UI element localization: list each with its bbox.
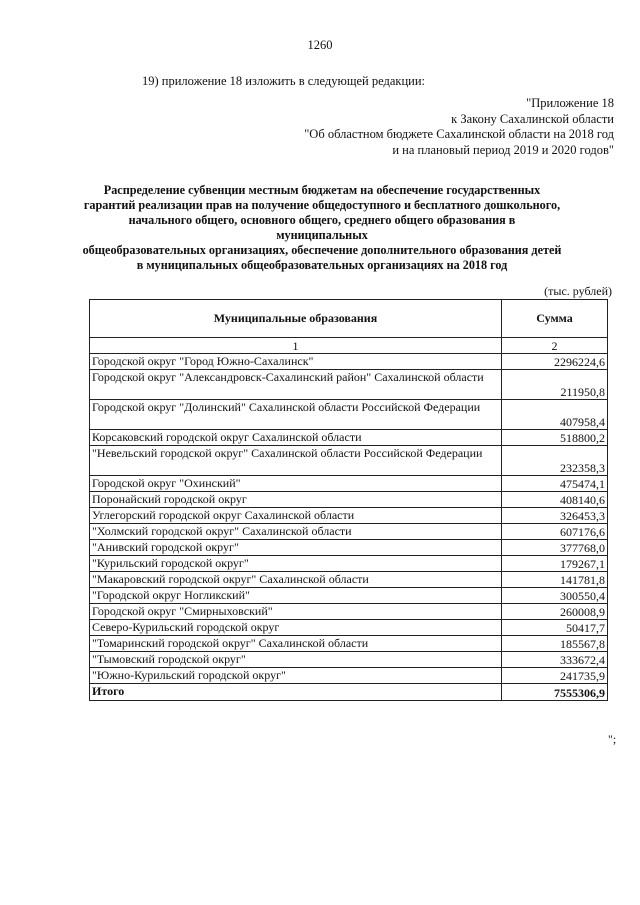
total-label: Итого xyxy=(90,684,502,701)
amount: 518800,2 xyxy=(501,430,607,446)
amount: 260008,9 xyxy=(501,604,607,620)
municipality-name: Городской округ "Александровск-Сахалинский район" Сахалинской области xyxy=(90,370,502,400)
amount: 179267,1 xyxy=(501,556,607,572)
municipality-name: "Томаринский городской округ" Сахалинской области xyxy=(90,636,502,652)
municipality-name: Углегорский городской округ Сахалинской области xyxy=(90,508,502,524)
total-row xyxy=(90,684,608,701)
title-line: гарантий реализации прав на получение общедоступного и бесплатного дошкольного, xyxy=(83,198,561,212)
table-row xyxy=(90,370,608,400)
table-row xyxy=(90,620,608,636)
table-row xyxy=(90,446,608,476)
appendix-block xyxy=(304,96,614,158)
amount: 475474,1 xyxy=(501,476,607,492)
table-row xyxy=(90,508,608,524)
document-title xyxy=(82,183,562,273)
table-row xyxy=(90,652,608,668)
table-row xyxy=(90,604,608,620)
column-number: 1 xyxy=(90,338,502,354)
municipality-name: Городской округ "Долинский" Сахалинской области Российской Федерации xyxy=(90,400,502,430)
municipality-name: "Холмский городской округ" Сахалинской области xyxy=(90,524,502,540)
municipality-name: Городской округ "Смирныховский" xyxy=(90,604,502,620)
amount: 2296224,6 xyxy=(501,354,607,370)
closing-quote: "; xyxy=(608,732,617,746)
municipality-name: "Курильский городской округ" xyxy=(90,556,502,572)
amount: 300550,4 xyxy=(501,588,607,604)
intro-text: 19) приложение 18 изложить в следующей редакции: xyxy=(142,74,425,88)
column-header-name: Муниципальные образования xyxy=(90,300,502,338)
table-row xyxy=(90,556,608,572)
municipality-name: Северо-Курильский городской округ xyxy=(90,620,502,636)
municipality-name: "Городской округ Ногликский" xyxy=(90,588,502,604)
amount: 50417,7 xyxy=(501,620,607,636)
title-line: в муниципальных общеобразовательных организациях на 2018 год xyxy=(136,258,508,272)
municipality-name: "Южно-Курильский городской округ" xyxy=(90,668,502,684)
amount: 241735,9 xyxy=(501,668,607,684)
amount: 232358,3 xyxy=(501,446,607,476)
municipality-name: Городской округ "Охинский" xyxy=(90,476,502,492)
municipality-name: "Макаровский городской округ" Сахалинской области xyxy=(90,572,502,588)
amount: 377768,0 xyxy=(501,540,607,556)
amount: 408140,6 xyxy=(501,492,607,508)
total-amount: 7555306,9 xyxy=(501,684,607,701)
page-number: 1260 xyxy=(307,38,333,52)
amount: 407958,4 xyxy=(501,400,607,430)
table-row xyxy=(90,492,608,508)
table-row xyxy=(90,588,608,604)
table-row xyxy=(90,430,608,446)
table-row xyxy=(90,668,608,684)
appendix-line: "Об областном бюджете Сахалинской области на 2018 год xyxy=(304,127,614,141)
amount: 141781,8 xyxy=(501,572,607,588)
column-header-sum: Сумма xyxy=(501,300,607,338)
municipality-name: "Тымовский городской округ" xyxy=(90,652,502,668)
municipality-name: Городской округ "Город Южно-Сахалинск" xyxy=(90,354,502,370)
table-row xyxy=(90,400,608,430)
table-row xyxy=(90,524,608,540)
amount: 607176,6 xyxy=(501,524,607,540)
municipality-name: "Невельский городской округ" Сахалинской области Российской Федерации xyxy=(90,446,502,476)
title-line: общеобразовательных организациях, обеспечение дополнительного образования детей xyxy=(82,243,562,257)
units-label: (тыс. рублей) xyxy=(544,284,612,298)
title-line: Распределение субвенции местным бюджетам на обеспечение государственных xyxy=(103,183,541,197)
appendix-line: и на плановый период 2019 и 2020 годов" xyxy=(392,142,614,157)
amount: 333672,4 xyxy=(501,652,607,668)
table-row xyxy=(90,636,608,652)
table-row xyxy=(90,572,608,588)
table-row xyxy=(90,540,608,556)
municipality-name: Поронайский городской округ xyxy=(90,492,502,508)
table-row xyxy=(90,354,608,370)
amount: 185567,8 xyxy=(501,636,607,652)
column-number: 2 xyxy=(501,338,607,354)
table-row xyxy=(90,476,608,492)
subvention-table xyxy=(89,299,608,701)
appendix-line: к Закону Сахалинской области xyxy=(451,111,614,126)
municipality-name: Корсаковский городской округ Сахалинской области xyxy=(90,430,502,446)
municipality-name: "Анивский городской округ" xyxy=(90,540,502,556)
appendix-line: "Приложение 18 xyxy=(526,96,614,110)
title-line: начального общего, основного общего, среднего общего образования в муниципальных xyxy=(128,213,516,242)
amount: 211950,8 xyxy=(501,370,607,400)
amount: 326453,3 xyxy=(501,508,607,524)
